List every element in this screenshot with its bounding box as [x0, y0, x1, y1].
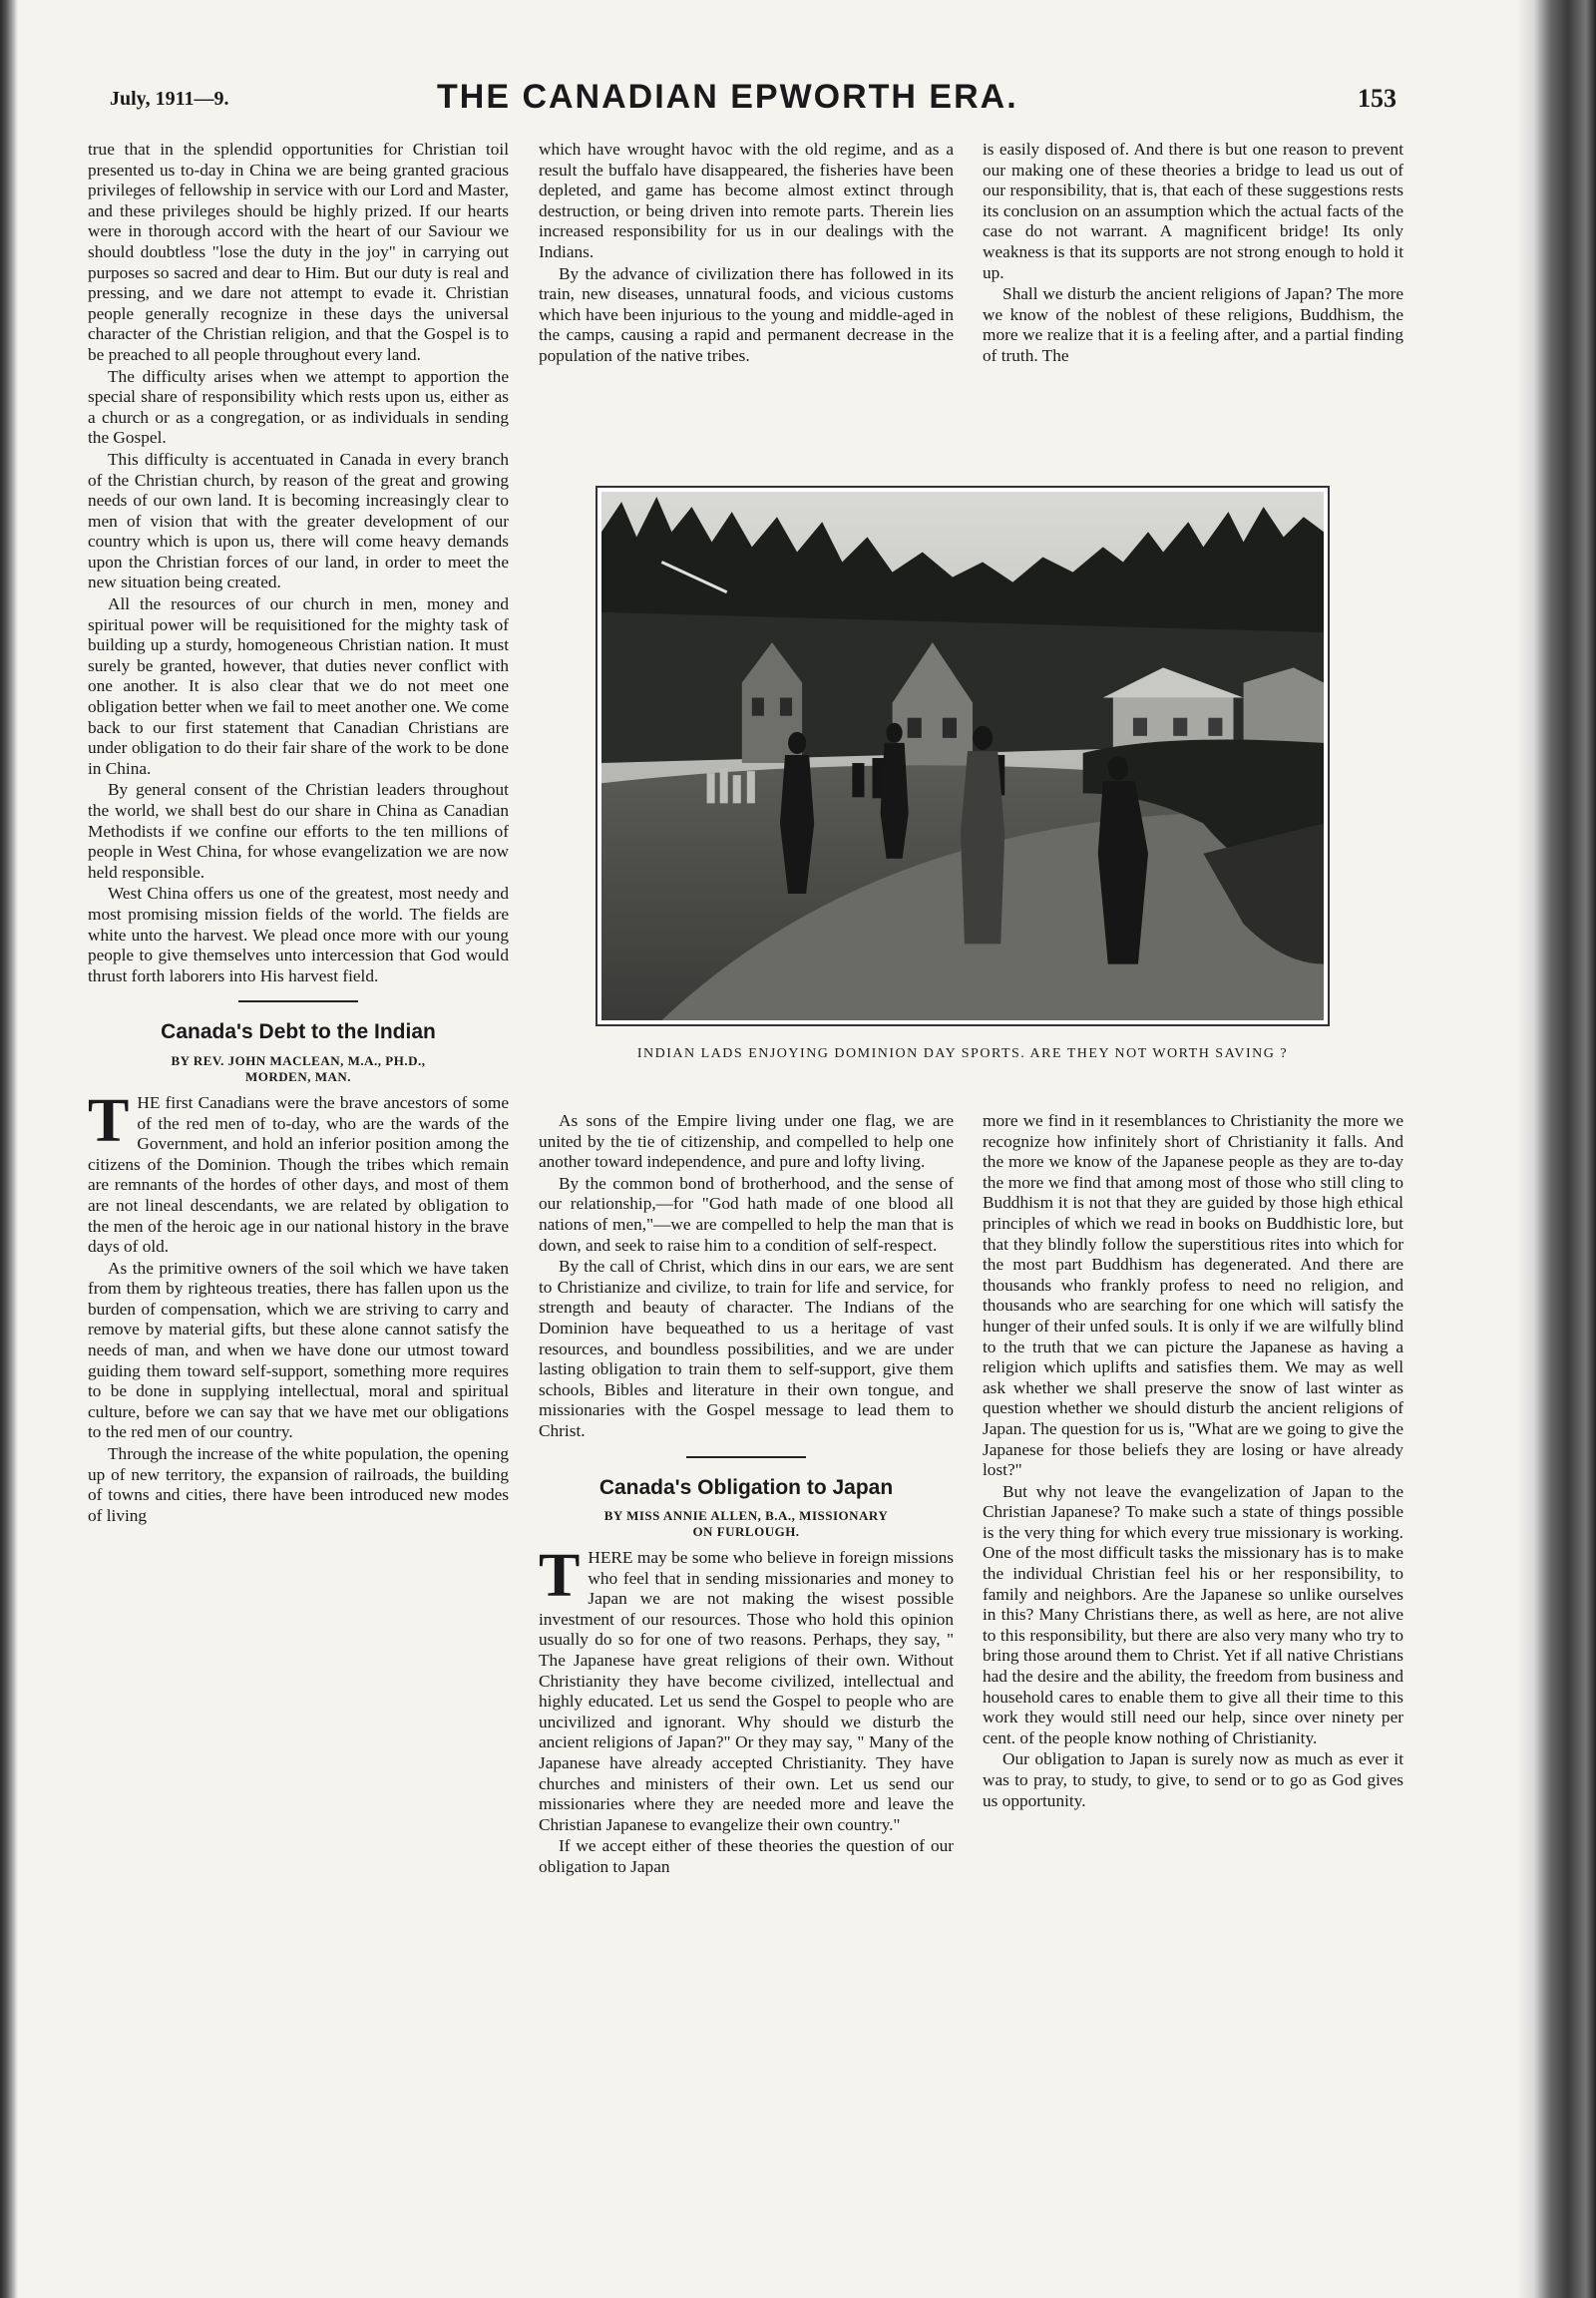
column-2-top: [539, 140, 954, 368]
paragraph: But why not leave the evangelization of Japan to the Christian Japanese? To make such a state of things possible is the very thing for which every true missionary is working. One of the most difficult tasks the missionary has is to make the individual Christian feel his or her responsibility, to family and neighbors. Are the Japanese so unlike ourselves in this? Many Christians there, as well as here, are not alive to this responsibility, but there are also very many who try to bring those around them to Christ. Yet if all native Christians had the desire and the ability, the freedom from business and household cares to enable them to give all their time to this work they would still need our help, since over ninety per cent. of the people know nothing of Christianity.: [983, 1481, 1403, 1747]
paragraph: By general consent of the Christian leaders throughout the world, we shall best do our share in China as Canadian Methodists if we confine our efforts to the ten millions of people in West China, for whose evangelization we are now held responsible.: [88, 780, 509, 882]
paragraph: All the resources of our church in men, money and spiritual power will be requisitioned for the mighty task of building up a sturdy, homogeneous Christian nation. It must surely be granted, however, that duties never conflict with one another. It is also clear that we do not meet one obligation better when we fail to meet another one. We come back to our first statement that Canadian Christians are under obligation to do their fair share of the work to be done in China.: [88, 594, 509, 778]
issue-date: July, 1911—9.: [110, 88, 229, 110]
paragraph: is easily disposed of. And there is but one reason to prevent our making one of these theories a bridge to lead us out of our responsibility, that is, that each of these suggestions rests its conclusion on an assumption which the actual facts of the case do not warrant. A magnificent bridge! Its only weakness is that its supports are not strong enough to hold it up.: [983, 140, 1403, 282]
paragraph: By the common bond of brotherhood, and the sense of our relationship,—for "God hath made of one blood all nations of men,"—we are compelled to help the man that is down, and seek to raise him to a condition of self-respect.: [539, 1173, 954, 1255]
column-1: [88, 140, 509, 1527]
section-divider: [686, 1456, 806, 1458]
village-photo-illustration: [601, 492, 1324, 1020]
paragraph: THERE may be some who believe in foreign missions who feel that in sending missionaries and money to Japan we are not making the wisest possible investment of our resources. Those who hold this opinion usually do so for one of two reasons. Perhaps, they say, " The Japanese have great religions of their own. Without Christianity they have become civilized, intellectual and highly educated. Let us send the Gospel to people who are uncivilized and ignorant. Why should we disturb the ancient religions of Japan?" Or they may say, " Many of the Japanese have already accepted Christianity. They have churches and ministers of their own. Let us send our missionaries where they are needed more and leave the Christian Japanese to evangelize their own country.": [539, 1542, 954, 1834]
paragraph: West China offers us one of the greatest, most needy and most promising mission fields of the world. The fields are white unto the harvest. We plead once more with our young people to give themselves unto intercession that God would thrust forth laborers into His harvest field.: [88, 884, 509, 985]
drop-cap: T: [539, 1542, 581, 1611]
column-3-bottom: [983, 1111, 1403, 1812]
byline-status: ON FURLOUGH.: [692, 1524, 800, 1540]
book-spine: [1516, 0, 1596, 2298]
column-3-top: [983, 140, 1403, 368]
paragraph: true that in the splendid opportunities for Christian toil presented us to-day in China we are being granted gracious privileges of fellowship in service with our Lord and Master, and these privileges should be highly prized. If our hearts were in thorough accord with the heart of our Saviour we should doubtless "lose the duty in the joy" in carrying out purposes so sacred and dear to Him. But our duty is real and pressing, and we dare not attempt to evade it. Christian people generally recognize in these days the universal character of the Christian religion, and that the Gospel is to be preached to all people throughout every land.: [88, 140, 509, 364]
paragraph: which have wrought havoc with the old regime, and as a result the buffalo have disappeared, the fisheries have been depleted, and game has become almost extinct through destruction, or being driven into remote parts. Therein lies increased responsibility for us in our dealings with the Indians.: [539, 140, 954, 261]
previous-page-edge: [0, 0, 18, 2298]
page-number: 153: [1358, 84, 1396, 113]
paragraph: Our obligation to Japan is surely now as much as ever it was to pray, to study, to give, to send or to go as God gives us opportunity.: [983, 1749, 1403, 1810]
photograph: [596, 486, 1330, 1026]
paragraph: By the advance of civilization there has followed in its train, new diseases, unnatural foods, and vicious customs which have been injurious to the young and middle-aged in the camps, causing a rapid and permanent decrease in the population of the native tribes.: [539, 263, 954, 365]
paragraph: This difficulty is accentuated in Canada in every branch of the Christian church, by reason of the great and growing needs of our own land. It is becoming increasingly clear to men of vision that with the greater development of our country which is upon us, there will come heavy demands upon the Christian forces of our land, in order to meet the new situation being created.: [88, 449, 509, 592]
byline-location: MORDEN, MAN.: [244, 1068, 351, 1084]
byline-author: BY REV. JOHN MACLEAN, M.A., PH.D.,: [171, 1052, 426, 1068]
page-header: [108, 78, 1404, 128]
byline: [88, 1053, 509, 1085]
paragraph: If we accept either of these theories the question of our obligation to Japan: [539, 1836, 954, 1876]
article-title-japan: Canada's Obligation to Japan: [598, 1475, 894, 1499]
article-title-indian: Canada's Debt to the Indian: [161, 1020, 436, 1044]
byline-author: BY MISS ANNIE ALLEN, B.A., MISSIONARY: [603, 1508, 889, 1524]
paragraph: Through the increase of the white population, the opening up of new territory, the expansion of railroads, the building of towns and cities, there have been introduced new modes of living: [88, 1444, 509, 1525]
paragraph: As the primitive owners of the soil which we have taken from them by righteous treaties, there has fallen upon us the burden of compensation, which we are striving to carry and remove by material gifts, but these alone cannot satisfy the needs of man, and when we have done our utmost toward guiding them toward self-support, something more requires to be done in supplying intellectual, moral and spiritual culture, before we can say that we have met our obligations to the red men of our country.: [88, 1258, 509, 1442]
paragraph: THE first Canadians were the brave ancestors of some of the red men of to-day, who are the wards of the Government, and hold an inferior position among the citizens of the Dominion. Though the tribes which remain are remnants of the hordes of other days, and most of them are not lineal descendants, we are related by obligation to the men of the heroic age in our national history in the brave days of old.: [88, 1086, 509, 1257]
column-2-bottom: [539, 1111, 954, 1879]
paragraph: The difficulty arises when we attempt to apportion the special share of responsibility which rests upon us, either as a church or as a congregation, or as individuals in sending the Gospel.: [88, 366, 509, 448]
paragraph: As sons of the Empire living under one flag, we are united by the tie of citizenship, and compelled to help one another toward independence, and pure and lofty living.: [539, 1111, 954, 1172]
paragraph: more we find in it resemblances to Christianity the more we recognize how infinitely short of Christianity it falls. And the more we know of the Japanese people as they are to-day the more we find that among most of those who still cling to Buddhism it is not that they are guided by those high ethical principles of which we read in books on Buddhistic lore, but that they blindly follow the superstitious rites into which for the most part Buddhism has degenerated. And there are thousands who frankly profess to need no religion, and thousands who are searching for one which will satisfy the hunger of their unfed souls. It is only if we are wilfully blind to the truth that we can picture the Japanese as having a religion which uplifts and satisfies them. We may as well ask whether we shall preserve the snow of last winter as question whether we should disturb the ancient religions of Japan. The question for us is, "What are we going to give the Japanese for those beliefs they are losing or have already lost?": [983, 1111, 1403, 1480]
paragraph: Shall we disturb the ancient religions of Japan? The more we know of the noblest of these religions, Buddhism, the more we realize that it is a feeling after, and a partial finding of truth. The: [983, 284, 1403, 365]
photo-caption: INDIAN LADS ENJOYING DOMINION DAY SPORTS. ARE THEY NOT WORTH SAVING ?: [636, 1046, 1289, 1061]
drop-cap: T: [88, 1086, 130, 1155]
magazine-title: THE CANADIAN EPWORTH ERA.: [437, 78, 1018, 116]
paragraph: By the call of Christ, which dins in our ears, we are sent to Christianize and civilize, to train for life and service, for strength and beauty of character. The Indians of the Dominion have bequeathed to us a heritage of vast resources, and boundless possibilities, and we are under lasting obligation to train them to self-support, give them schools, Bibles and literature in their own tongue, and missionaries with the Gospel message to lead them to Christ.: [539, 1257, 954, 1440]
section-divider: [238, 1000, 358, 1002]
byline: [539, 1508, 954, 1540]
